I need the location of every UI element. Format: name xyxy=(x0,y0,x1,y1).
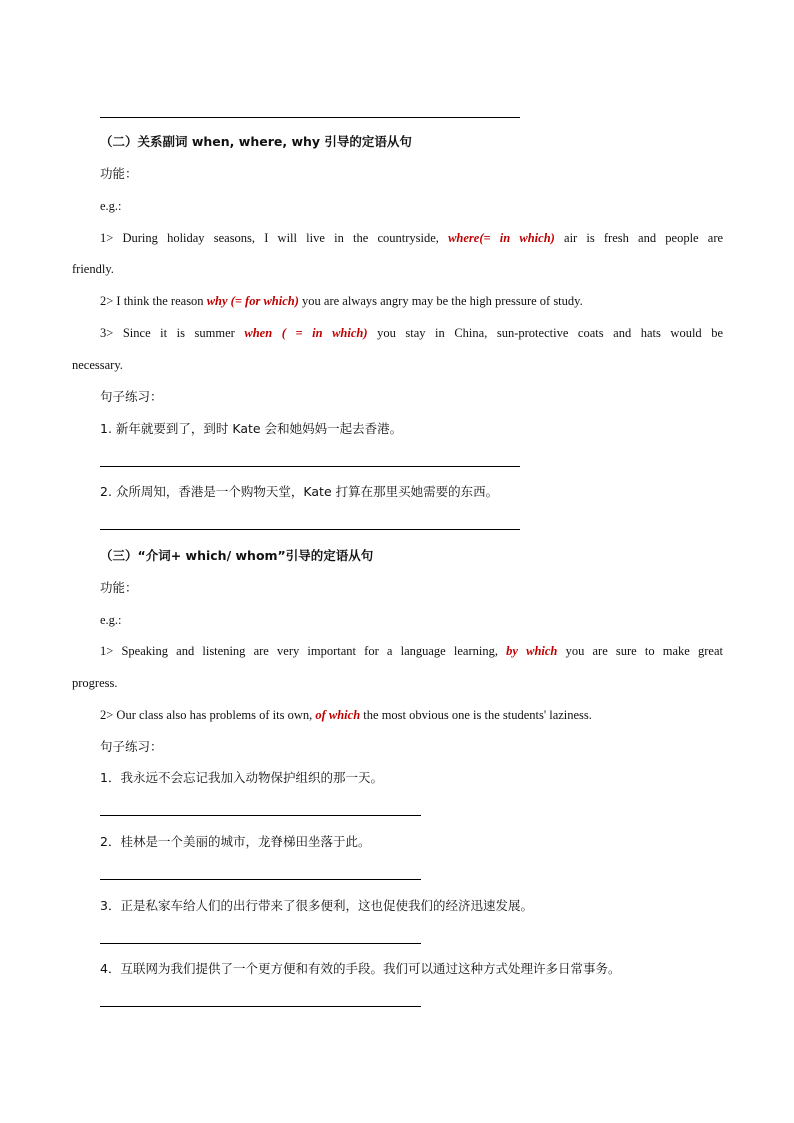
practice-label: 句子练习： xyxy=(100,739,163,754)
practice-question: 3．正是私家车给人们的出行带来了很多便利，这也促使我们的经济迅速发展。 xyxy=(100,898,533,913)
practice-label: 句子练习： xyxy=(100,389,163,404)
answer-line xyxy=(100,1006,421,1007)
example-sentence xyxy=(100,707,723,723)
function-label: 功能： xyxy=(100,166,138,181)
practice-question: 4．互联网为我们提供了一个更方便和有效的手段。我们可以通过这种方式处理许多日常事务。 xyxy=(100,961,621,976)
example-text: 1> During holiday seasons, I will live in the countryside, xyxy=(100,231,439,245)
practice-question: 1．我永远不会忘记我加入动物保护组织的那一天。 xyxy=(100,770,383,785)
section-heading: （二）关系副词 when, where, why 引导的定语从句 xyxy=(100,134,412,149)
keyword-highlight: where(= in which) xyxy=(448,231,555,245)
example-continuation: progress. xyxy=(72,676,118,690)
answer-line xyxy=(100,117,520,118)
example-continuation: friendly. xyxy=(72,262,114,276)
example-sentence xyxy=(100,230,723,246)
answer-line xyxy=(100,529,520,530)
example-text: air is fresh and people are xyxy=(564,231,724,245)
example-text: the most obvious one is the students' laziness. xyxy=(363,708,592,722)
practice-question: 2. 众所周知，香港是一个购物天堂，Kate 打算在那里买她需要的东西。 xyxy=(100,484,499,499)
example-text: you are sure to make great xyxy=(565,644,724,658)
answer-line xyxy=(100,466,520,467)
keyword-highlight: why (= for which) xyxy=(206,294,299,308)
keyword-highlight: when ( = in which) xyxy=(244,326,368,340)
example-text: 2> I think the reason xyxy=(100,294,204,308)
practice-question: 2．桂林是一个美丽的城市，龙脊梯田坐落于此。 xyxy=(100,834,371,849)
example-sentence xyxy=(100,325,723,341)
example-sentence xyxy=(100,293,723,309)
example-text: you are always angry may be the high pressure of study. xyxy=(302,294,583,308)
eg-label: e.g.: xyxy=(100,613,122,627)
answer-line xyxy=(100,815,421,816)
section-heading: （三）“介词+ which/ whom”引导的定语从句 xyxy=(100,548,374,563)
example-text: 3> Since it is summer xyxy=(100,326,235,340)
example-text: 2> Our class also has problems of its own, xyxy=(100,708,313,722)
eg-label: e.g.: xyxy=(100,199,122,213)
example-text: 1> Speaking and listening are very important for a language learning, xyxy=(100,644,498,658)
example-text: you stay in China, sun-protective coats and hats would be xyxy=(377,326,724,340)
keyword-highlight: of which xyxy=(315,708,361,722)
practice-question: 1. 新年就要到了，到时 Kate 会和她妈妈一起去香港。 xyxy=(100,421,403,436)
function-label: 功能： xyxy=(100,580,138,595)
example-continuation: necessary. xyxy=(72,358,123,372)
answer-line xyxy=(100,879,421,880)
example-sentence xyxy=(100,643,723,659)
keyword-highlight: by which xyxy=(506,644,558,658)
answer-line xyxy=(100,943,421,944)
